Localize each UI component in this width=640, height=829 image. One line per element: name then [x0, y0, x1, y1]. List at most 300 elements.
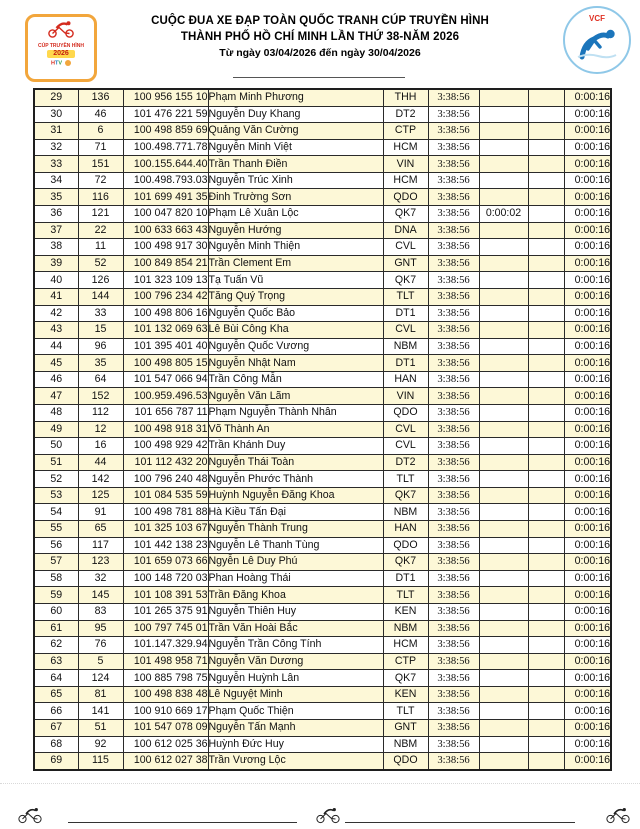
- team-cell: CVL: [383, 239, 428, 256]
- table-row: [34, 504, 611, 521]
- rank-cell: 31: [34, 123, 78, 140]
- team-cell: DT2: [383, 106, 428, 123]
- rider-name-cell: Lê Bùi Công Kha: [208, 322, 383, 339]
- bib-cell: 44: [78, 454, 123, 471]
- gap-cell: [479, 587, 528, 604]
- bonus-cell: [528, 421, 564, 438]
- table-row: [34, 521, 611, 538]
- rank-cell: 38: [34, 239, 78, 256]
- diff-cell: 0:00:16: [564, 371, 611, 388]
- uci-id-cell: 100.498.793.03: [123, 172, 208, 189]
- table-row: [34, 288, 611, 305]
- rank-cell: 29: [34, 89, 78, 106]
- time-cell: 3:38:56: [428, 521, 479, 538]
- uci-id-cell: 101 476 221 59: [123, 106, 208, 123]
- bib-cell: 95: [78, 620, 123, 637]
- bib-cell: 12: [78, 421, 123, 438]
- gap-cell: [479, 421, 528, 438]
- gap-cell: [479, 637, 528, 654]
- gap-cell: [479, 222, 528, 239]
- time-cell: 3:38:56: [428, 670, 479, 687]
- gap-cell: [479, 471, 528, 488]
- time-cell: 3:38:56: [428, 438, 479, 455]
- vcf-logo: [563, 6, 631, 74]
- uci-id-cell: 100 797 745 01: [123, 620, 208, 637]
- gap-cell: [479, 388, 528, 405]
- uci-id-cell: 100 796 240 48: [123, 471, 208, 488]
- table-row: [34, 454, 611, 471]
- rider-name-cell: Phạm Minh Phương: [208, 89, 383, 106]
- rider-name-cell: Trần Thanh Điền: [208, 156, 383, 173]
- diff-cell: 0:00:16: [564, 504, 611, 521]
- uci-id-cell: 101 084 535 59: [123, 487, 208, 504]
- team-cell: KEN: [383, 686, 428, 703]
- rank-cell: 34: [34, 172, 78, 189]
- table-row: [34, 719, 611, 736]
- table-row: [34, 355, 611, 372]
- table-row: [34, 753, 611, 770]
- diff-cell: 0:00:16: [564, 454, 611, 471]
- rider-name-cell: Nguyễn Quốc Vương: [208, 338, 383, 355]
- gap-cell: [479, 504, 528, 521]
- bonus-cell: [528, 288, 564, 305]
- bib-cell: 123: [78, 554, 123, 571]
- time-cell: 3:38:56: [428, 89, 479, 106]
- diff-cell: 0:00:16: [564, 272, 611, 289]
- table-row: [34, 189, 611, 206]
- rank-cell: 69: [34, 753, 78, 770]
- rank-cell: 66: [34, 703, 78, 720]
- time-cell: 3:38:56: [428, 355, 479, 372]
- rider-name-cell: Ngyễn Lê Duy Phú: [208, 554, 383, 571]
- gap-cell: [479, 537, 528, 554]
- table-row: [34, 554, 611, 571]
- table-row: [34, 123, 611, 140]
- rank-cell: 49: [34, 421, 78, 438]
- uci-id-cell: 101 132 069 63: [123, 322, 208, 339]
- bonus-cell: [528, 703, 564, 720]
- cyclist-icon: [605, 806, 631, 829]
- team-cell: DT1: [383, 570, 428, 587]
- time-cell: 3:38:56: [428, 421, 479, 438]
- uci-id-cell: 101 265 375 91: [123, 603, 208, 620]
- bonus-cell: [528, 521, 564, 538]
- time-cell: 3:38:56: [428, 404, 479, 421]
- uci-id-cell: 101 325 103 67: [123, 521, 208, 538]
- rank-cell: 68: [34, 736, 78, 753]
- bonus-cell: [528, 620, 564, 637]
- team-cell: NBM: [383, 338, 428, 355]
- gap-cell: [479, 521, 528, 538]
- bonus-cell: [528, 206, 564, 223]
- table-row: [34, 570, 611, 587]
- time-cell: 3:38:56: [428, 189, 479, 206]
- table-row: [34, 438, 611, 455]
- bonus-cell: [528, 222, 564, 239]
- uci-id-cell: 100 047 820 10: [123, 206, 208, 223]
- bonus-cell: [528, 338, 564, 355]
- table-row: [34, 537, 611, 554]
- bonus-cell: [528, 653, 564, 670]
- time-cell: 3:38:56: [428, 471, 479, 488]
- table-row: [34, 703, 611, 720]
- table-row: [34, 89, 611, 106]
- bonus-cell: [528, 504, 564, 521]
- bonus-cell: [528, 753, 564, 770]
- bonus-cell: [528, 123, 564, 140]
- time-cell: 3:38:56: [428, 587, 479, 604]
- bib-cell: 65: [78, 521, 123, 538]
- cyclist-icon: [315, 806, 341, 829]
- rider-name-cell: Trần Vương Lộc: [208, 753, 383, 770]
- uci-id-cell: 101.147.329.94: [123, 637, 208, 654]
- gap-cell: [479, 89, 528, 106]
- time-cell: 3:38:56: [428, 736, 479, 753]
- time-cell: 3:38:56: [428, 371, 479, 388]
- diff-cell: 0:00:16: [564, 487, 611, 504]
- table-row: [34, 686, 611, 703]
- rider-name-cell: Phan Hoàng Thái: [208, 570, 383, 587]
- diff-cell: 0:00:16: [564, 471, 611, 488]
- time-cell: 3:38:56: [428, 156, 479, 173]
- vcf-abbr: VCF: [589, 14, 605, 23]
- diff-cell: 0:00:16: [564, 404, 611, 421]
- time-cell: 3:38:56: [428, 222, 479, 239]
- rider-name-cell: Tạ Tuấn Vũ: [208, 272, 383, 289]
- time-cell: 3:38:56: [428, 454, 479, 471]
- uci-id-cell: 101 108 391 53: [123, 587, 208, 604]
- diff-cell: 0:00:16: [564, 106, 611, 123]
- rank-cell: 30: [34, 106, 78, 123]
- diff-cell: 0:00:16: [564, 719, 611, 736]
- team-cell: QDO: [383, 404, 428, 421]
- gap-cell: [479, 620, 528, 637]
- rank-cell: 59: [34, 587, 78, 604]
- bonus-cell: [528, 471, 564, 488]
- logo-title: CÚP TRUYỀN HÌNH: [37, 43, 85, 49]
- uci-id-cell: 101 323 109 13: [123, 272, 208, 289]
- rank-cell: 62: [34, 637, 78, 654]
- bonus-cell: [528, 637, 564, 654]
- time-cell: 3:38:56: [428, 504, 479, 521]
- diff-cell: 0:00:16: [564, 89, 611, 106]
- table-row: [34, 404, 611, 421]
- rank-cell: 53: [34, 487, 78, 504]
- team-cell: VIN: [383, 156, 428, 173]
- rider-name-cell: Lê Nguyệt Minh: [208, 686, 383, 703]
- team-cell: CTP: [383, 653, 428, 670]
- uci-id-cell: 101 699 491 35: [123, 189, 208, 206]
- bonus-cell: [528, 670, 564, 687]
- rank-cell: 51: [34, 454, 78, 471]
- bonus-cell: [528, 305, 564, 322]
- bib-cell: 52: [78, 255, 123, 272]
- rank-cell: 41: [34, 288, 78, 305]
- team-cell: NBM: [383, 504, 428, 521]
- rider-name-cell: Nguyễn Minh Thiện: [208, 239, 383, 256]
- bonus-cell: [528, 106, 564, 123]
- bib-cell: 116: [78, 189, 123, 206]
- table-row: [34, 272, 611, 289]
- rider-name-cell: Nguyễn Trần Công Tính: [208, 637, 383, 654]
- bib-cell: 11: [78, 239, 123, 256]
- uci-id-cell: 101 547 066 94: [123, 371, 208, 388]
- uci-id-cell: 100 498 917 30: [123, 239, 208, 256]
- team-cell: QDO: [383, 537, 428, 554]
- team-cell: CVL: [383, 421, 428, 438]
- team-cell: NBM: [383, 620, 428, 637]
- gap-cell: [479, 670, 528, 687]
- bib-cell: 121: [78, 206, 123, 223]
- gap-cell: [479, 404, 528, 421]
- gap-cell: [479, 288, 528, 305]
- bonus-cell: [528, 371, 564, 388]
- team-cell: HCM: [383, 172, 428, 189]
- team-cell: GNT: [383, 255, 428, 272]
- bib-cell: 32: [78, 570, 123, 587]
- uci-id-cell: 100 498 781 88: [123, 504, 208, 521]
- bib-cell: 115: [78, 753, 123, 770]
- rider-name-cell: Nguyễn Hướng: [208, 222, 383, 239]
- bib-cell: 136: [78, 89, 123, 106]
- team-cell: QK7: [383, 554, 428, 571]
- rank-cell: 61: [34, 620, 78, 637]
- rank-cell: 54: [34, 504, 78, 521]
- rider-name-cell: Phạm Quốc Thiện: [208, 703, 383, 720]
- table-row: [34, 637, 611, 654]
- gap-cell: [479, 454, 528, 471]
- gap-cell: [479, 736, 528, 753]
- time-cell: 3:38:56: [428, 305, 479, 322]
- bonus-cell: [528, 139, 564, 156]
- table-row: [34, 139, 611, 156]
- signature-line: [345, 822, 575, 823]
- team-cell: CTP: [383, 123, 428, 140]
- time-cell: 3:38:56: [428, 703, 479, 720]
- rank-cell: 39: [34, 255, 78, 272]
- bonus-cell: [528, 537, 564, 554]
- uci-id-cell: 100 910 669 17: [123, 703, 208, 720]
- table-row: [34, 206, 611, 223]
- title-line-3: Từ ngày 03/04/2026 đến ngày 30/04/2026: [219, 47, 421, 59]
- blue-cyclist-icon: [574, 23, 620, 66]
- time-cell: 3:38:56: [428, 322, 479, 339]
- bib-cell: 76: [78, 637, 123, 654]
- team-cell: QDO: [383, 753, 428, 770]
- bib-cell: 141: [78, 703, 123, 720]
- gap-cell: [479, 322, 528, 339]
- rank-cell: 45: [34, 355, 78, 372]
- rank-cell: 42: [34, 305, 78, 322]
- rank-cell: 44: [34, 338, 78, 355]
- time-cell: 3:38:56: [428, 239, 479, 256]
- rider-name-cell: Nguyễn Văn Dương: [208, 653, 383, 670]
- uci-id-cell: 100 498 838 48: [123, 686, 208, 703]
- rank-cell: 35: [34, 189, 78, 206]
- bonus-cell: [528, 603, 564, 620]
- bib-cell: 152: [78, 388, 123, 405]
- bonus-cell: [528, 255, 564, 272]
- bib-cell: 145: [78, 587, 123, 604]
- bonus-cell: [528, 404, 564, 421]
- team-cell: TLT: [383, 587, 428, 604]
- bonus-cell: [528, 587, 564, 604]
- bib-cell: 22: [78, 222, 123, 239]
- diff-cell: 0:00:16: [564, 620, 611, 637]
- diff-cell: 0:00:16: [564, 189, 611, 206]
- results-table: [33, 88, 612, 771]
- rank-cell: 33: [34, 156, 78, 173]
- rider-name-cell: Tăng Quý Trọng: [208, 288, 383, 305]
- time-cell: 3:38:56: [428, 388, 479, 405]
- diff-cell: 0:00:16: [564, 753, 611, 770]
- uci-id-cell: 100 498 859 69: [123, 123, 208, 140]
- uci-id-cell: 101 547 078 09: [123, 719, 208, 736]
- diff-cell: 0:00:16: [564, 736, 611, 753]
- table-row: [34, 736, 611, 753]
- diff-cell: 0:00:16: [564, 305, 611, 322]
- gap-cell: [479, 338, 528, 355]
- team-cell: QK7: [383, 206, 428, 223]
- team-cell: TLT: [383, 288, 428, 305]
- table-row: [34, 239, 611, 256]
- bonus-cell: [528, 172, 564, 189]
- diff-cell: 0:00:16: [564, 123, 611, 140]
- rider-name-cell: Phạm Lê Xuân Lộc: [208, 206, 383, 223]
- team-cell: TLT: [383, 703, 428, 720]
- uci-id-cell: 100 498 806 16: [123, 305, 208, 322]
- rank-cell: 52: [34, 471, 78, 488]
- table-row: [34, 471, 611, 488]
- gap-cell: [479, 272, 528, 289]
- gap-cell: [479, 305, 528, 322]
- page-title: [0, 13, 640, 61]
- time-cell: 3:38:56: [428, 255, 479, 272]
- table-row: [34, 172, 611, 189]
- uci-id-cell: 100 612 027 38: [123, 753, 208, 770]
- rider-name-cell: Đinh Trường Sơn: [208, 189, 383, 206]
- team-cell: DNA: [383, 222, 428, 239]
- bib-cell: 126: [78, 272, 123, 289]
- rider-name-cell: Trần Đăng Khoa: [208, 587, 383, 604]
- uci-id-cell: 101 442 138 23: [123, 537, 208, 554]
- rider-name-cell: Hà Kiều Tấn Đại: [208, 504, 383, 521]
- uci-id-cell: 100 498 918 31: [123, 421, 208, 438]
- rank-cell: 36: [34, 206, 78, 223]
- diff-cell: 0:00:16: [564, 653, 611, 670]
- uci-id-cell: 101 656 787 11: [123, 404, 208, 421]
- table-row: [34, 371, 611, 388]
- title-line-2: THÀNH PHỐ HỒ CHÍ MINH LẦN THỨ 38-NĂM 2026: [180, 31, 460, 43]
- bib-cell: 92: [78, 736, 123, 753]
- gap-cell: [479, 719, 528, 736]
- team-cell: GNT: [383, 719, 428, 736]
- rank-cell: 40: [34, 272, 78, 289]
- rank-cell: 63: [34, 653, 78, 670]
- time-cell: 3:38:56: [428, 686, 479, 703]
- rider-name-cell: Nguyễn Quốc Bảo: [208, 305, 383, 322]
- time-cell: 3:38:56: [428, 554, 479, 571]
- uci-id-cell: 101 395 401 40: [123, 338, 208, 355]
- bib-cell: 83: [78, 603, 123, 620]
- team-cell: HAN: [383, 371, 428, 388]
- diff-cell: 0:00:16: [564, 322, 611, 339]
- rider-name-cell: Nguyễn Thiên Huy: [208, 603, 383, 620]
- uci-id-cell: 100 633 663 43: [123, 222, 208, 239]
- rider-name-cell: Nguyễn Nhật Nam: [208, 355, 383, 372]
- gap-cell: [479, 106, 528, 123]
- rank-cell: 47: [34, 388, 78, 405]
- bonus-cell: [528, 272, 564, 289]
- gap-cell: 0:00:02: [479, 206, 528, 223]
- bonus-cell: [528, 355, 564, 372]
- diff-cell: 0:00:16: [564, 570, 611, 587]
- table-row: [34, 670, 611, 687]
- gap-cell: [479, 703, 528, 720]
- uci-id-cell: 100 498 929 42: [123, 438, 208, 455]
- diff-cell: 0:00:16: [564, 172, 611, 189]
- table-row: [34, 156, 611, 173]
- team-cell: HAN: [383, 521, 428, 538]
- diff-cell: 0:00:16: [564, 703, 611, 720]
- rider-name-cell: Trần Văn Hoài Bắc: [208, 620, 383, 637]
- cyclist-icon: [17, 806, 43, 829]
- gap-cell: [479, 123, 528, 140]
- rank-cell: 55: [34, 521, 78, 538]
- bonus-cell: [528, 438, 564, 455]
- team-cell: TLT: [383, 471, 428, 488]
- rider-name-cell: Nguyễn Thái Toàn: [208, 454, 383, 471]
- rider-name-cell: Huỳnh Nguyễn Đăng Khoa: [208, 487, 383, 504]
- team-cell: KEN: [383, 603, 428, 620]
- gap-cell: [479, 570, 528, 587]
- rider-name-cell: Nguyễn Minh Việt: [208, 139, 383, 156]
- time-cell: 3:38:56: [428, 272, 479, 289]
- gap-cell: [479, 438, 528, 455]
- team-cell: HCM: [383, 139, 428, 156]
- rank-cell: 48: [34, 404, 78, 421]
- diff-cell: 0:00:16: [564, 537, 611, 554]
- gap-cell: [479, 355, 528, 372]
- uci-id-cell: 100 148 720 03: [123, 570, 208, 587]
- title-divider: [233, 77, 405, 78]
- rank-cell: 58: [34, 570, 78, 587]
- diff-cell: 0:00:16: [564, 388, 611, 405]
- time-cell: 3:38:56: [428, 123, 479, 140]
- bib-cell: 5: [78, 653, 123, 670]
- table-row: [34, 338, 611, 355]
- bib-cell: 124: [78, 670, 123, 687]
- rank-cell: 56: [34, 537, 78, 554]
- diff-cell: 0:00:16: [564, 554, 611, 571]
- bonus-cell: [528, 156, 564, 173]
- rider-name-cell: Huỳnh Đức Huy: [208, 736, 383, 753]
- bonus-cell: [528, 686, 564, 703]
- gap-cell: [479, 239, 528, 256]
- team-cell: DT2: [383, 454, 428, 471]
- table-row: [34, 305, 611, 322]
- gap-cell: [479, 653, 528, 670]
- time-cell: 3:38:56: [428, 653, 479, 670]
- time-cell: 3:38:56: [428, 603, 479, 620]
- diff-cell: 0:00:16: [564, 587, 611, 604]
- table-row: [34, 388, 611, 405]
- uci-id-cell: 101 659 073 66: [123, 554, 208, 571]
- team-cell: QK7: [383, 272, 428, 289]
- uci-id-cell: 100 885 798 75: [123, 670, 208, 687]
- rank-cell: 60: [34, 603, 78, 620]
- table-row: [34, 603, 611, 620]
